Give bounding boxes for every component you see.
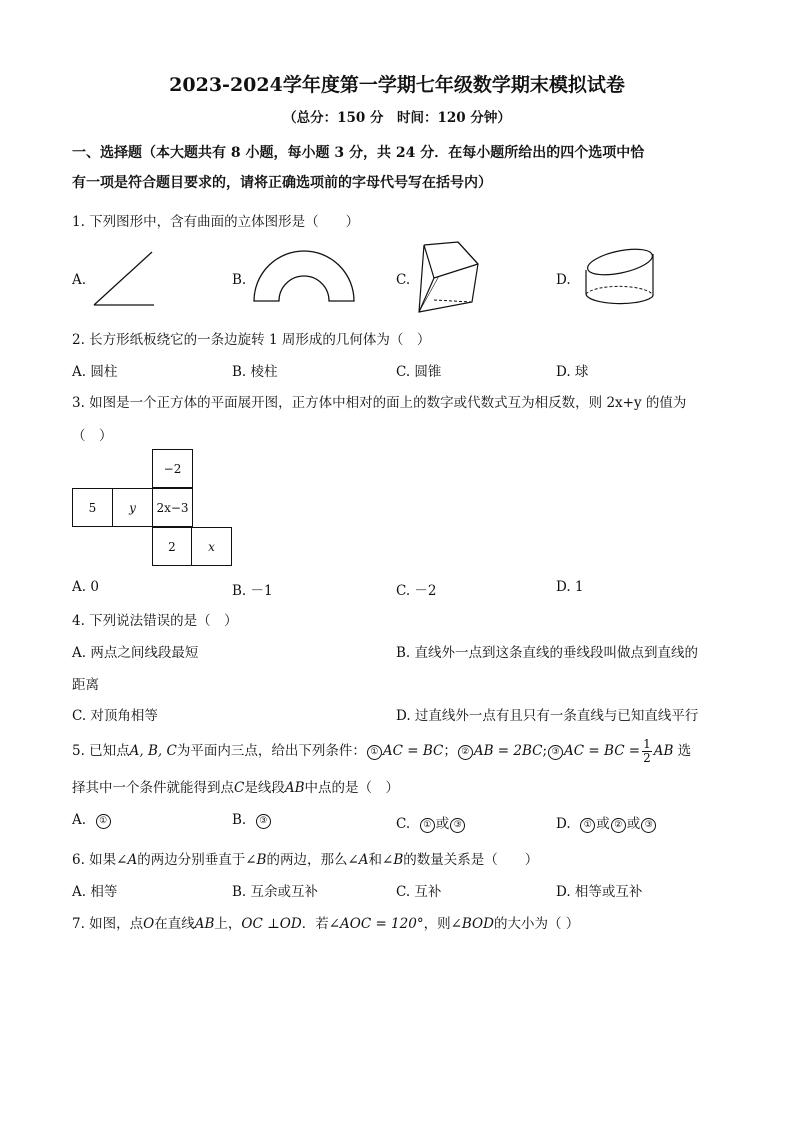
q3-option-d: D. 1 [556,579,584,595]
q3-option-b: B. －1 [232,583,273,599]
q6-option-c: C. 互补 [396,884,442,900]
q2-option-a: A. 圆柱 [72,364,118,380]
q4-option-c: C. 对顶角相等 [72,708,158,724]
question-5-text-line1: 5. 已知点A, B, C为平面内三点，给出下列条件： ① AC = BC； ② AB = 2BC; ③ AC = BC = $\frac{1}{2}$ AB 选 [72,737,692,765]
question-3-text-line2: （ ） [72,428,113,444]
q1-option-c-prism-figure [414,240,482,316]
q5-option-d: D. ① 或 ② 或 ③ [556,812,657,833]
q3-option-c: C. －2 [396,583,437,599]
q3-option-a: A. 0 [72,579,99,595]
question-5-text-line2: 择其中一个条件就能得到点C是线段AB中点的是（ ） [72,780,400,796]
net-cell-top: −2 [152,449,193,488]
q1-option-b-label: B. [232,272,247,288]
q1-option-a-angle-figure [92,250,156,308]
q5-option-a: A. ① [72,812,112,829]
q6-option-b: B. 互余或互补 [232,884,319,900]
net-cell-5: 5 [72,488,113,527]
page-subtitle: （总分：150 分 时间：120 分钟） [283,110,511,126]
fraction-one-half: $\frac{1}{2}$ [643,737,651,765]
q1-option-c-label: C. [396,272,411,288]
question-7-text: 7. 如图，点O在直线AB上，OC ⊥OD．若∠AOC = 120°，则∠BOD的大小为（ ） [72,916,580,932]
q1-option-d-label: D. [556,272,571,288]
net-cell-2x-3: 2x−3 [152,488,193,527]
q1-option-b-semi-annulus-figure [252,248,356,304]
q6-option-d: D. 相等或互补 [556,884,643,900]
question-6-text: 6. 如果∠A的两边分别垂直于∠B的两边，那么∠A和∠B的数量关系是（ ） [72,852,539,868]
q1-option-a-label: A. [72,272,87,288]
question-4-text: 4. 下列说法错误的是（ ） [72,613,238,629]
q2-option-d: D. 球 [556,364,589,380]
q4-option-b: B. 直线外一点到这条直线的垂线段叫做点到直线的 [396,645,699,661]
q4-option-b-continued: 距离 [72,677,99,693]
section-heading-line2: 有一项是符合题目要求的，请将正确选项前的字母代号写在括号内） [72,175,492,191]
q2-option-c: C. 圆锥 [396,364,442,380]
net-cell-2: 2 [152,527,192,566]
q4-option-d: D. 过直线外一点有且只有一条直线与已知直线平行 [396,708,699,724]
q6-option-a: A. 相等 [72,884,118,900]
page-title: 2023-2024学年度第一学期七年级数学期末模拟试卷 [169,74,625,96]
q1-option-d-cylinder-figure [576,246,658,310]
q2-option-b: B. 棱柱 [232,364,278,380]
question-2-text: 2. 长方形纸板绕它的一条边旋转 1 周形成的几何体为（ ） [72,332,431,348]
question-3-text-line1: 3. 如图是一个正方体的平面展开图，正方体中相对的面上的数字或代数式互为相反数，则 2x+y 的值为 [72,395,687,411]
q5-option-b: B. ③ [232,812,272,829]
question-1-text: 1. 下列图形中，含有曲面的立体图形是（ ） [72,214,360,230]
q4-option-a: A. 两点之间线段最短 [72,645,199,661]
net-cell-x: x [191,527,232,566]
section-heading-line1: 一、选择题（本大题共有 8 小题，每小题 3 分，共 24 分．在每小题所给出的四个选项中恰 [72,145,645,161]
q5-option-c: C. ① 或 ③ [396,812,466,833]
net-cell-y: y [112,488,153,527]
